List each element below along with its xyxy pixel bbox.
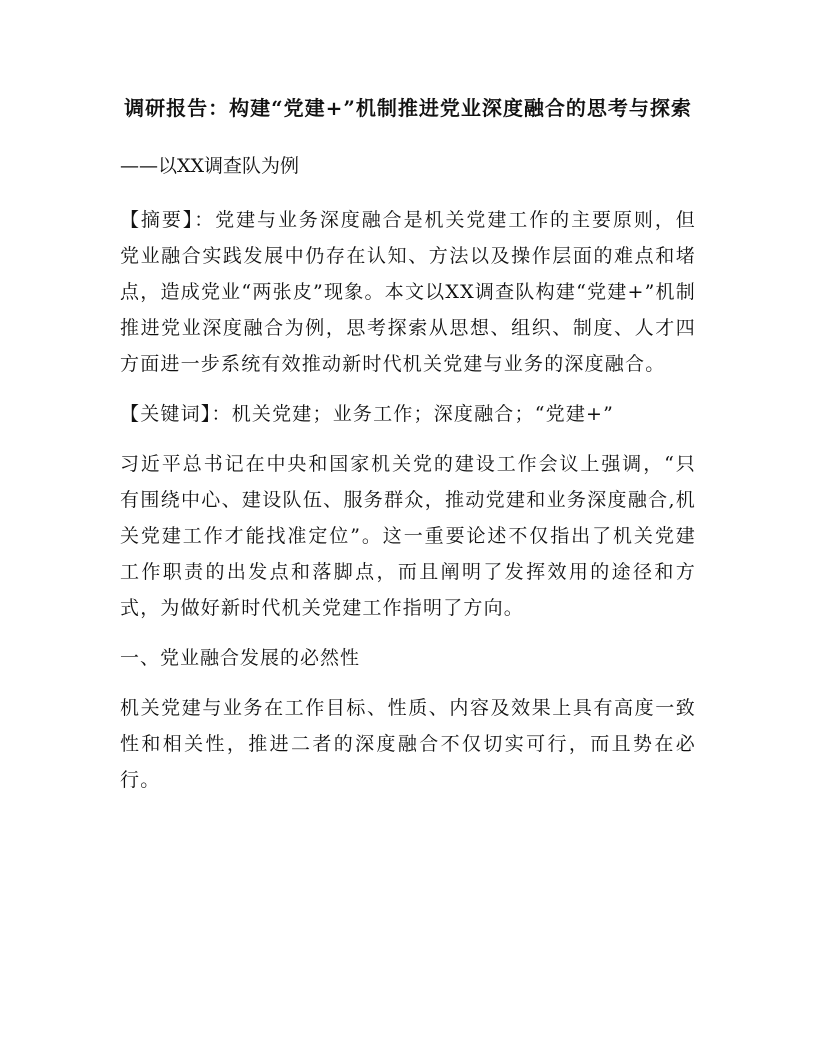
section-paragraph: 机关党建与业务在工作目标、性质、内容及效果上具有高度一致性和相关性，推进二者的深度融合不仅切实可行，而且势在必行。	[120, 697, 696, 791]
keywords-paragraph: 【关键词】：机关党建；业务工作；深度融合；“党建+”	[120, 403, 615, 425]
abstract-paragraph: 【摘要】：党建与业务深度融合是机关党建工作的主要原则，但党业融合实践发展中仍存在认知、方法以及操作层面的难点和堵点，造成党业“两张皮”现象。本文以XX调查队构建“党建+”机制推进党业深度融合为例，思考探索从思想、组织、制度、人才四方面进一步系统有效推动新时代机关党建与业务的深度融合。	[120, 209, 696, 375]
intro-paragraph: 习近平总书记在中央和国家机关党的建设工作会议上强调，“只有围绕中心、建设队伍、服务群众，推动党建和业务深度融合,机关党建工作才能找准定位”。这一重要论述不仅指出了机关党建工作职责的出发点和落脚点，而且阐明了发挥效用的途径和方式，为做好新时代机关党建工作指明了方向。	[120, 453, 696, 619]
document-title: 调研报告：构建“党建+”机制推进党业深度融合的思考与探索	[124, 96, 692, 120]
document-subtitle: ——以XX调查队为例	[120, 155, 300, 177]
section-heading: 一、党业融合发展的必然性	[120, 647, 361, 669]
